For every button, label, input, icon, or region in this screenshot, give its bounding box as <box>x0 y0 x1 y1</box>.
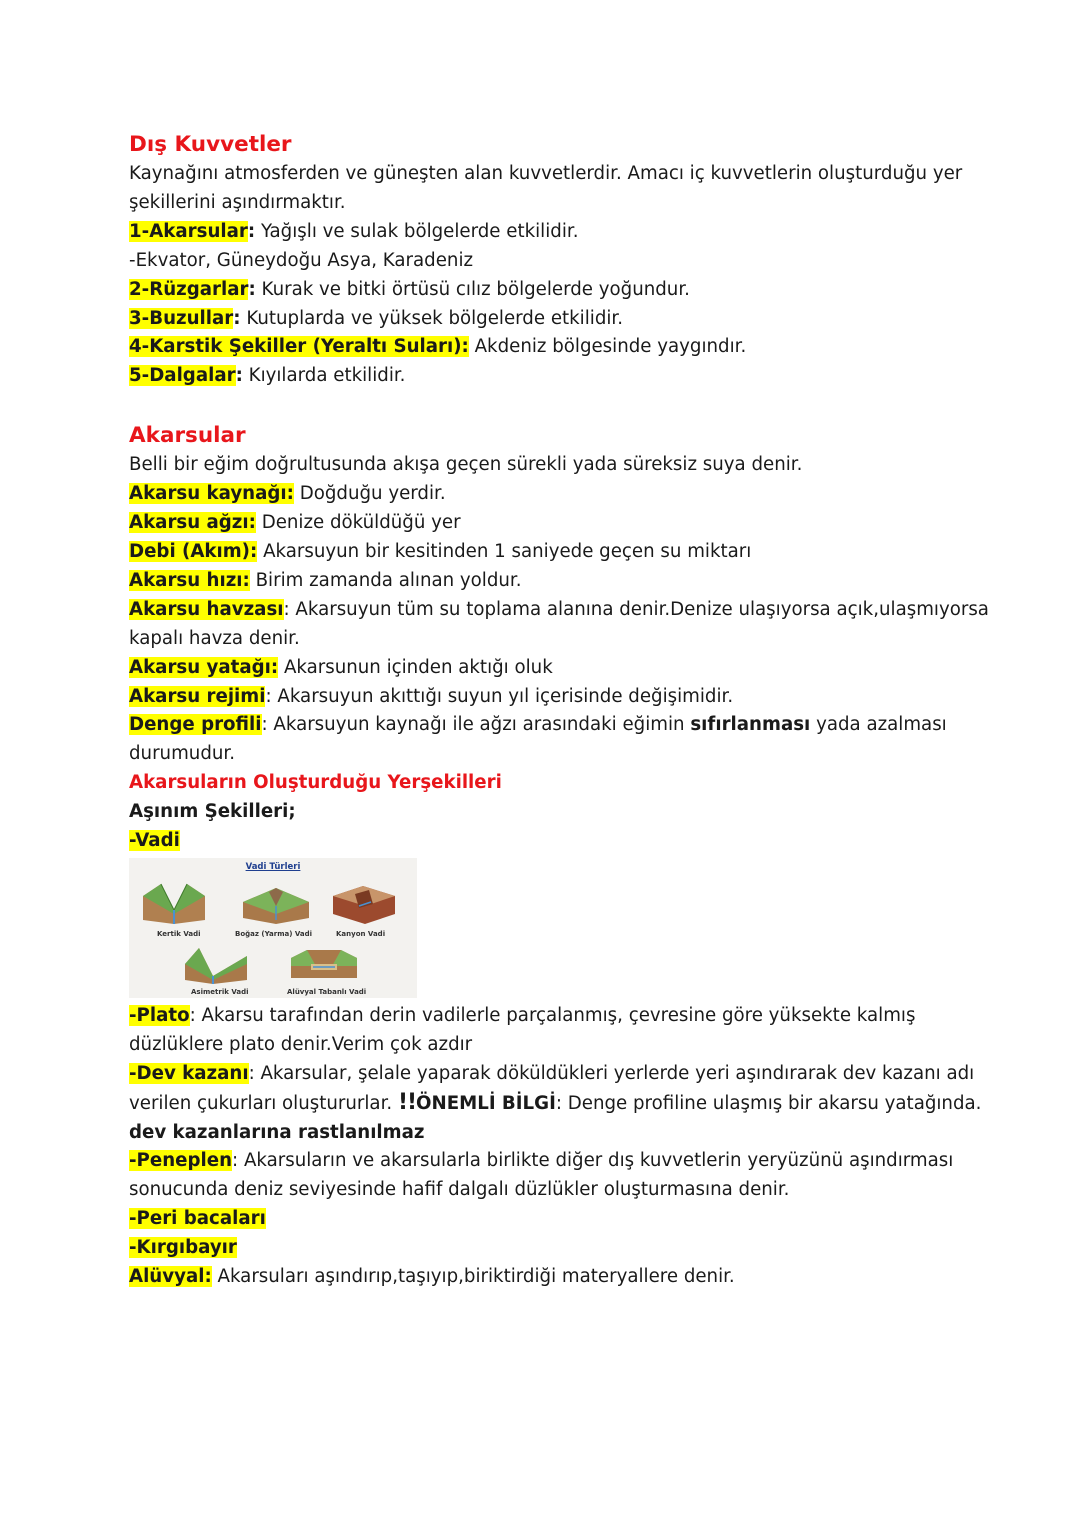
important-note-title: ÖNEMLİ BİLGİ <box>416 1092 556 1114</box>
term-highlight: -Peneplen <box>129 1150 233 1172</box>
term-highlight: 4-Karstik Şekiller (Yeraltı Suları): <box>129 336 469 358</box>
subsection-title: Akarsuların Oluşturduğu Yerşekilleri <box>129 772 502 794</box>
term-highlight: Akarsu kaynağı: <box>129 483 294 505</box>
term-highlight: -Dev kazanı <box>129 1062 249 1084</box>
term-highlight: -Plato <box>129 1004 190 1026</box>
list-item: 5-Dalgalar: Kıyılarda etkilidir. <box>129 365 406 387</box>
definition-continued: verilen çukurları oluştururlar. !!ÖNEMLİ BİLGİ: Denge profiline ulaşmış bir akarsu yatağında. <box>129 1089 982 1115</box>
definition: Debi (Akım): Akarsuyun bir kesitinden 1 saniyede geçen su miktarı <box>129 540 752 562</box>
asimetrik-vadi-illustration <box>183 942 249 986</box>
term-highlight: 5-Dalgalar <box>129 365 236 387</box>
important-note-continued: dev kazanlarına rastlanılmaz <box>129 1121 425 1143</box>
list-item: 3-Buzullar: Kutuplarda ve yüksek bölgelerde etkilidir. <box>129 307 624 329</box>
definition: -Peneplen: Akarsuların ve akarsularla birlikte diğer dış kuvvetlerin yeryüzünü aşındırması <box>129 1150 954 1172</box>
definition-continued: düzlüklere plato denir.Verim çok azdır <box>129 1033 473 1055</box>
document-content <box>129 130 989 1292</box>
list-item: 2-Rüzgarlar: Kurak ve bitki örtüsü cılız bölgelerde yoğundur. <box>129 278 690 300</box>
caption-aluvyal-vadi: Alüvyal Tabanlı Vadi <box>287 987 367 996</box>
term-highlight: Alüvyal: <box>129 1266 212 1288</box>
bogaz-vadi-illustration <box>241 884 311 926</box>
vadi-label: -Vadi <box>129 830 180 852</box>
term-highlight: 3-Buzullar <box>129 307 234 329</box>
double-exclamation-icon: !! <box>397 1089 417 1115</box>
term-highlight: 2-Rüzgarlar <box>129 278 249 300</box>
vadi-types-figure <box>129 858 417 998</box>
intro-line: Belli bir eğim doğrultusunda akışa geçen sürekli yada süreksiz suya denir. <box>129 454 803 476</box>
caption-kanyon-vadi: Kanyon Vadi <box>336 929 386 938</box>
definition: Akarsu rejimi: Akarsuyun akıttığı suyun yıl içerisinde değişimidir. <box>129 685 734 707</box>
term-highlight: Akarsu ağzı: <box>129 512 256 534</box>
definition: Akarsu hızı: Birim zamanda alınan yoldur. <box>129 569 522 591</box>
term-highlight: Akarsu yatağı: <box>129 656 279 678</box>
term-highlight: 1-Akarsular <box>129 220 248 242</box>
definition: Akarsu kaynağı: Doğduğu yerdir. <box>129 483 446 505</box>
term-highlight: Akarsu hızı: <box>129 569 250 591</box>
section-title-dis-kuvvetler: Dış Kuvvetler <box>129 132 292 157</box>
definition-continued: sonucunda deniz seviyesinde hafif dalgalı düzlükler oluşturmasına denir. <box>129 1179 790 1201</box>
definition: Akarsu ağzı: Denize döküldüğü yer <box>129 512 461 534</box>
erosion-title: Aşınım Şekilleri; <box>129 801 296 823</box>
term-highlight: Debi (Akım): <box>129 540 258 562</box>
definition: Akarsu havzası: Akarsuyun tüm su toplama alanına denir.Denize ulaşıyorsa açık,ulaşmıyorsa <box>129 598 989 620</box>
caption-asimetrik-vadi: Asimetrik Vadi <box>191 987 249 996</box>
intro-line: Kaynağını atmosferden ve güneşten alan kuvvetlerdir. Amacı iç kuvvetlerin oluşturduğu yer <box>129 163 963 184</box>
kanyon-vadi-illustration <box>329 882 399 926</box>
intro-line: şekillerini aşındırmaktır. <box>129 191 346 213</box>
example-line: -Ekvator, Güneydoğu Asya, Karadeniz <box>129 249 474 271</box>
term-highlight: Denge profili <box>129 714 262 736</box>
figure-title: Vadi Türleri <box>245 861 301 872</box>
caption-bogaz-vadi: Boğaz (Yarma) Vadi <box>235 929 313 938</box>
list-item: -Peri bacaları <box>129 1208 266 1230</box>
definition: -Plato: Akarsu tarafından derin vadilerle parçalanmış, çevresine göre yüksekte kalmış <box>129 1004 916 1026</box>
definition-continued: durumudur. <box>129 743 235 765</box>
definition-continued: kapalı havza denir. <box>129 627 300 649</box>
list-item: 1-Akarsular: Yağışlı ve sulak bölgelerde etkilidir. <box>129 220 579 242</box>
list-item: 4-Karstik Şekiller (Yeraltı Suları): Akdeniz bölgesinde yaygındır. <box>129 336 747 358</box>
term-highlight: Akarsu havzası <box>129 598 284 620</box>
term-highlight: Akarsu rejimi <box>129 685 266 707</box>
definition: -Dev kazanı: Akarsular, şelale yaparak döküldükleri yerlerde yeri aşındırarak dev kazanı adı <box>129 1062 975 1084</box>
kertik-vadi-illustration <box>141 880 207 926</box>
definition: Denge profili: Akarsuyun kaynağı ile ağzı arasındaki eğimin sıfırlanması yada azalması <box>129 714 947 736</box>
section-title-akarsular: Akarsular <box>129 423 246 449</box>
caption-kertik-vadi: Kertik Vadi <box>157 929 201 938</box>
spacer <box>129 391 959 421</box>
definition: Akarsu yatağı: Akarsunun içinden aktığı oluk <box>129 656 553 678</box>
definition: Alüvyal: Akarsuları aşındırıp,taşıyıp,biriktirdiği materyallere denir. <box>129 1266 735 1288</box>
list-item: -Kırgıbayır <box>129 1237 237 1259</box>
aluvyal-vadi-illustration <box>289 944 359 986</box>
